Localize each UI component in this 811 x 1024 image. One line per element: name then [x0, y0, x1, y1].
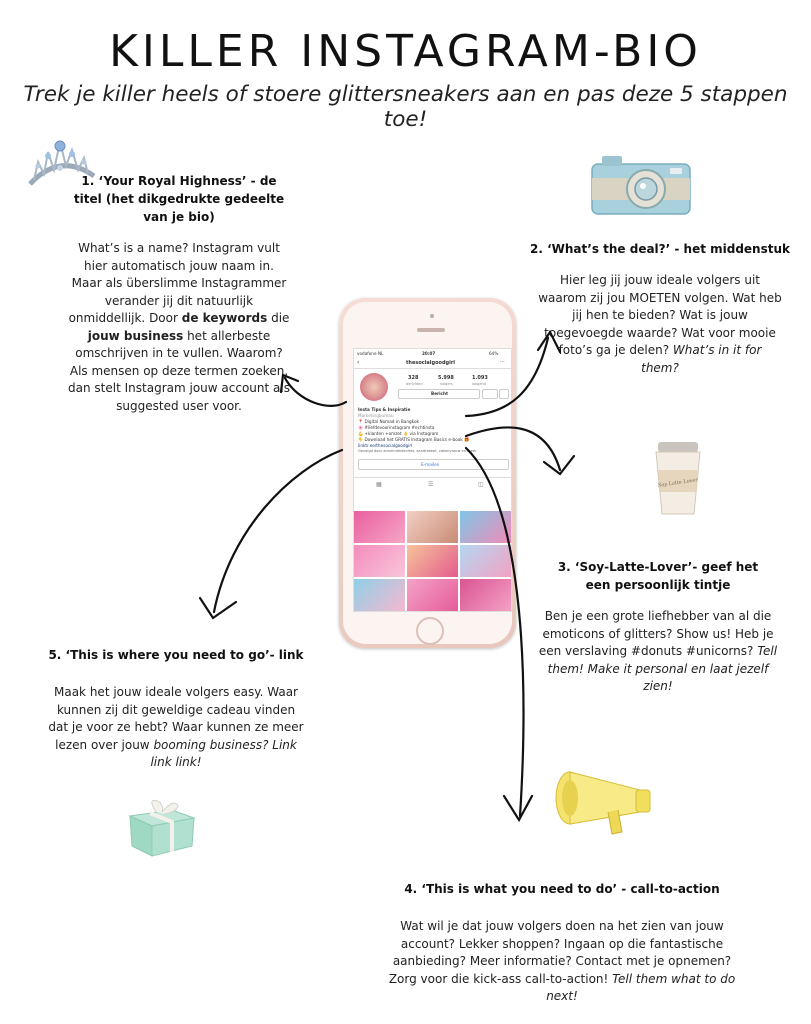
step-1-title: 1. ‘Your Royal Highness’ - de titel (het dikgedrukte gedeelte van je bio) [73, 174, 285, 224]
cup-label: Soy Latte Lover [657, 477, 699, 489]
step-4-body: Wat wil je dat jouw volgers doen na het zien van jouw account? Lekker shoppen? Ingaan op die fantastische aanbieding? Meer informatie? Contact met je opnemen? Zorg voor die kick-ass call-to-action! Tell them what to do next! [388, 919, 736, 1003]
stat-followers-label: volgers [440, 382, 453, 386]
status-battery: 64% [489, 351, 499, 356]
grid-view-icon[interactable]: ▦ [376, 481, 382, 488]
email-button[interactable]: E-mailen [358, 459, 509, 470]
stat-following-value: 1.093 [472, 375, 488, 381]
followed-by-text: Gevolgd door annemiekdevries, sandrakeet, zakenvrouw en meer [358, 449, 477, 453]
step-5-body: Maak het jouw ideale volgers easy. Waar kunnen zij dit geweldige cadeau vinden dat je voor ze hebt? Waar kunnen ze meer lezen over jouw booming business? Link link link! [48, 685, 304, 769]
status-time: 20:07 [422, 351, 436, 356]
step-5-title: 5. ‘This is where you need to go’- link [48, 648, 304, 662]
arrow-to-step-1 [285, 378, 346, 406]
step-3-title: 3. ‘Soy-Latte-Lover’- geef het een persoonlijk tintje [557, 560, 759, 592]
status-carrier: vodafone NL [357, 351, 384, 356]
more-options-icon[interactable]: ⋯ [500, 359, 505, 365]
stat-posts-value: 328 [408, 375, 419, 381]
bio-line: 📍 Digital Nomad in Bangkok [358, 419, 419, 424]
list-view-icon[interactable]: ☰ [428, 481, 434, 488]
stat-posts-label: berichten [406, 382, 423, 386]
bio-category: Marketingbureau [358, 413, 394, 418]
step-2-title: 2. ‘What’s the deal?’ - het middenstuk [530, 242, 791, 256]
bio-line: 👇 Download het GRATIS Instagram Basics e-book 🎁 [358, 437, 470, 442]
step-1-body: What’s is a name? Instagram vult hier automatisch jouw naam in. Maar als überslimme Instagrammer verander jij dit natuurlijk onmiddellijk. Door de keywords die jouw business het allerbeste omschrijven in te vullen. Waarom? Als mensen op deze termen zoeken, dan stelt Instagram jouw account als suggested user voor. [68, 241, 290, 413]
tagged-icon[interactable]: ◫ [478, 481, 484, 488]
bio-line: 💪 +klanten +omzet 👌 via Instagram [358, 431, 439, 436]
profile-username: thesocialgoodgirl [406, 360, 456, 366]
page-title: KILLER INSTAGRAM-BIO [109, 26, 702, 77]
bio-line: 🌸 #liefdevoorinstagram #echtinsta [358, 425, 435, 430]
stat-following-label: volgend [472, 382, 486, 386]
bio-name: Insta Tips & Inspiratie [358, 407, 411, 412]
message-button[interactable]: Bericht [398, 389, 480, 399]
page-subtitle: Trek je killer heels of stoere glittersneakers aan en pas deze 5 stappen toe! [23, 82, 788, 132]
step-2-body: Hier leg jij jouw ideale volgers uit waarom zij jou MOETEN volgen. Wat heb jij hen te bieden? Wat is jouw toegevoegde waarde? Wat voor mooie foto’s ga je delen? What’s in it for them? [538, 273, 782, 375]
stat-followers-value: 5.998 [438, 375, 454, 381]
arrow-to-step-4 [466, 448, 523, 816]
arrow-to-step-5 [214, 450, 342, 612]
arrow-to-step-2 [466, 338, 548, 416]
step-3-body: Ben je een grote liefhebber van al die emoticons of glitters? Show us! Heb je een verslaving #donuts #unicorns? Tell them! Make it personal en laat jezelf zien! [538, 609, 778, 693]
bio-link[interactable]: linktr.ee/thesocialgoodgirl [358, 443, 413, 448]
back-icon[interactable]: ‹ [357, 359, 360, 366]
step-4-title: 4. ‘This is what you need to do’ - call-to-action [404, 882, 720, 896]
